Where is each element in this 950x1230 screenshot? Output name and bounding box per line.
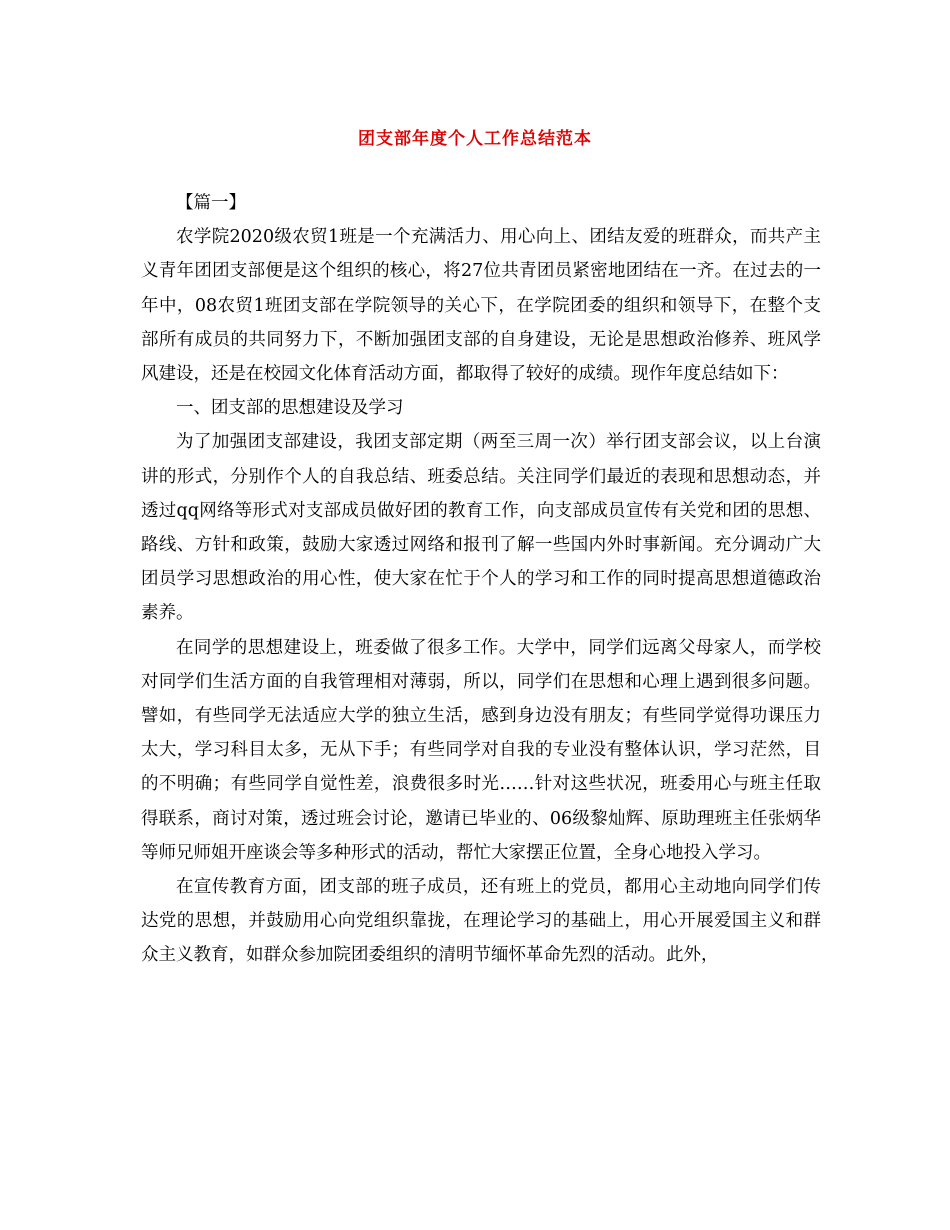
body-paragraph: 农学院2020级农贸1班是一个充满活力、用心向上、团结友爱的班群众，而共产主义青年团团支部便是这个组织的核心，将27位共青团员紧密地团结在一齐。在过去的一年中，08农贸1班团支部在学院领导的关心下，在学院团委的组织和领导下，在整个支部所有成员的共同努力下，不断加强团支部的自身建设，无论是思想政治修养、班风学风建设，还是在校园文化体育活动方面，都取得了较好的成绩。现作年度总结如下： [141,227,821,385]
section-heading: 一、团支部的思想建设及学习 [176,398,404,419]
body-paragraph: 为了加强团支部建设，我团支部定期（两至三周一次）举行团支部会议，以上台演讲的形式，分别作个人的自我总结、班委总结。关注同学们最近的表现和思想动态，并透过qq网络等形式对支部成员做好团的教育工作，向支部成员宣传有关党和团的思想、路线、方针和政策，鼓励大家透过网络和报刊了解一些国内外时事新闻。充分调动广大团员学习思想政治的用心性，使大家在忙于个人的学习和工作的同时提高思想道德政治素养。 [141,432,821,624]
document-title: 团支部年度个人工作总结范本 [358,129,592,149]
body-paragraph: 在宣传教育方面，团支部的班子成员，还有班上的党员，都用心主动地向同学们传达党的思想，并鼓励用心向党组织靠拢，在理论学习的基础上，用心开展爱国主义和群众主义教育，如群众参加院团委组织的清明节缅怀革命先烈的活动。此外， [141,877,821,966]
body-paragraph: 在同学的思想建设上，班委做了很多工作。大学中，同学们远离父母家人，而学校对同学们生活方面的自我管理相对薄弱，所以，同学们在思想和心理上遇到很多问题。譬如，有些同学无法适应大学的独立生活，感到身边没有朋友；有些同学觉得功课压力太大，学习科目太多，无从下手；有些同学对自我的专业没有整体认识，学习茫然，目的不明确；有些同学自觉性差，浪费很多时光……针对这些状况，班委用心与班主任取得联系，商讨对策，透过班会讨论，邀请已毕业的、06级黎灿辉、原助理班主任张炳华等师兄师姐开座谈会等多种形式的活动，帮忙大家摆正位置，全身心地投入学习。 [141,637,821,863]
document-body [141,186,821,973]
section-label: 【篇一】 [176,193,246,213]
